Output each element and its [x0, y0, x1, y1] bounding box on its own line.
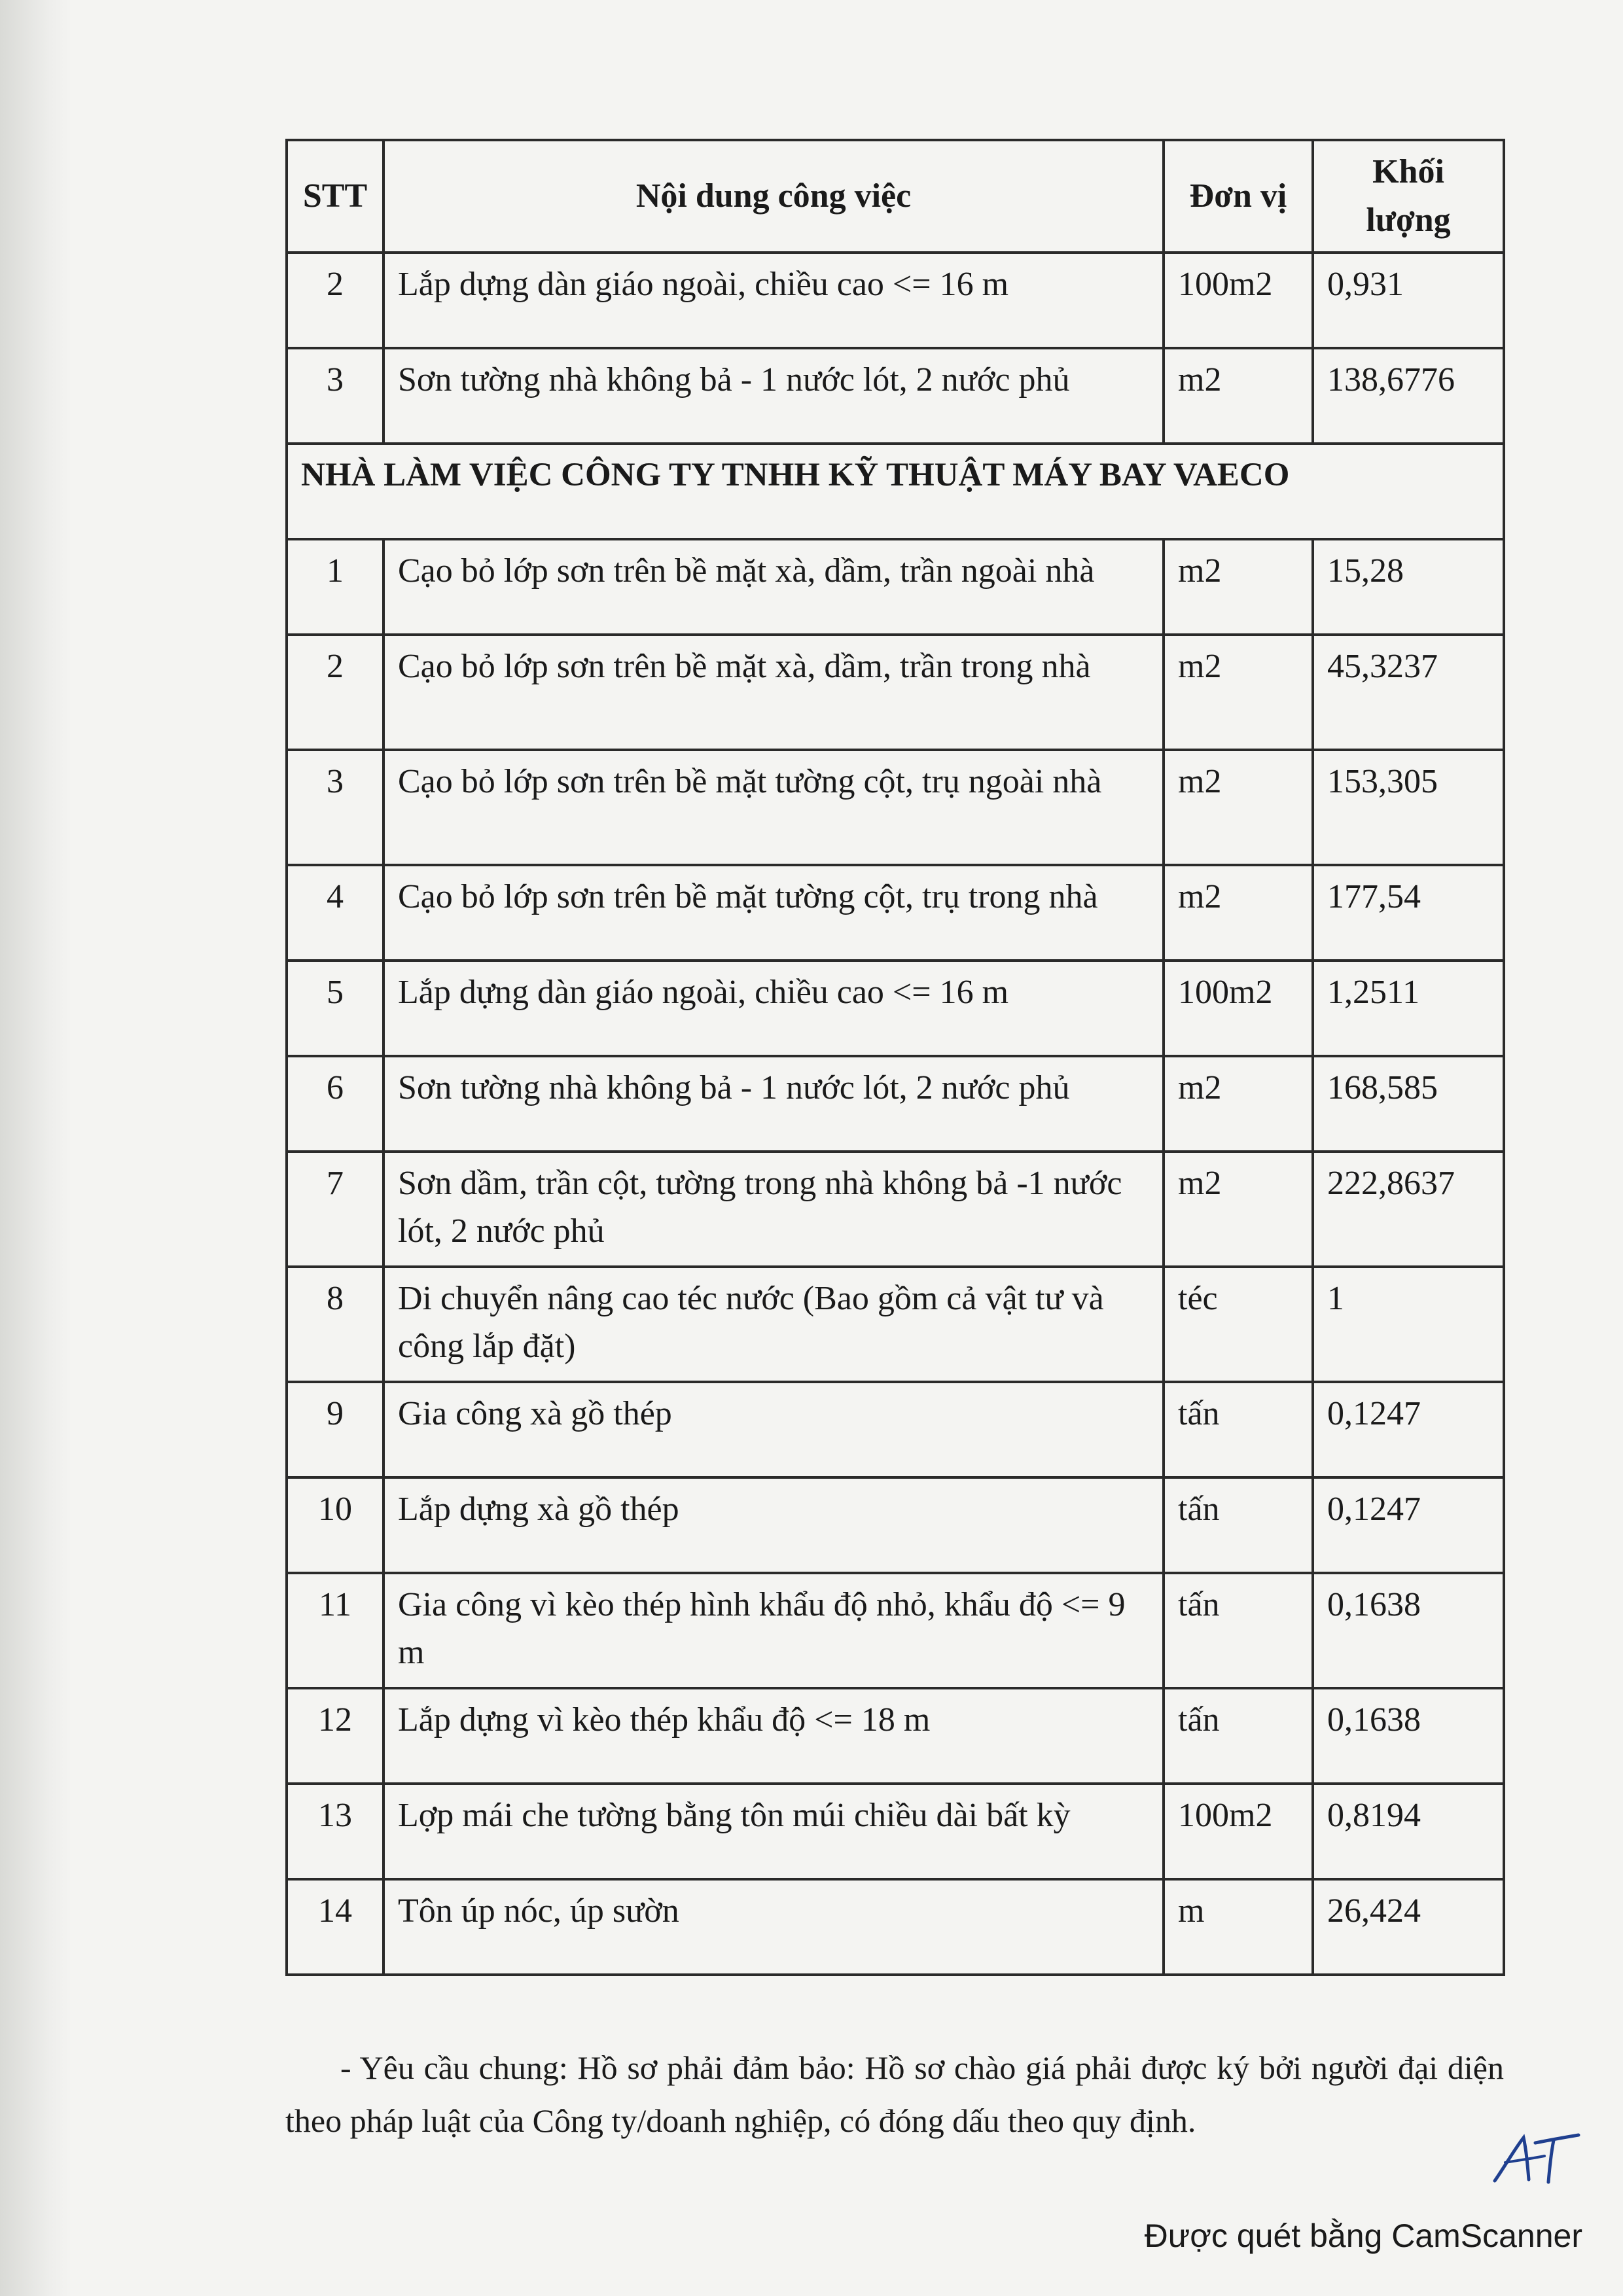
table-row [287, 1573, 1504, 1688]
cell-content: Sơn dầm, trần cột, tường trong nhà không bả -1 nước lót, 2 nước phủ [383, 1152, 1164, 1267]
table-row [287, 1382, 1504, 1477]
cell-quantity: 0,1247 [1313, 1382, 1504, 1477]
cell-content: Lắp dựng xà gồ thép [383, 1477, 1164, 1573]
cell-stt: 3 [287, 348, 383, 444]
cell-content: Gia công vì kèo thép hình khẩu độ nhỏ, khẩu độ <= 9 m [383, 1573, 1164, 1688]
scan-edge-shadow [0, 0, 72, 2296]
cell-stt: 5 [287, 961, 383, 1056]
header-quantity-line1: Khối [1372, 153, 1444, 190]
section-header-row [287, 444, 1504, 539]
cell-quantity: 0,1247 [1313, 1477, 1504, 1573]
cell-stt: 14 [287, 1879, 383, 1975]
cell-content: Cạo bỏ lớp sơn trên bề mặt xà, dầm, trần trong nhà [383, 635, 1164, 750]
cell-content: Lắp dựng dàn giáo ngoài, chiều cao <= 16 m [383, 253, 1164, 348]
table-row [287, 539, 1504, 635]
table-row [287, 253, 1504, 348]
cell-content: Gia công xà gồ thép [383, 1382, 1164, 1477]
cell-quantity: 0,1638 [1313, 1688, 1504, 1784]
header-stt: STT [287, 140, 383, 253]
cell-stt: 3 [287, 750, 383, 865]
cell-stt: 10 [287, 1477, 383, 1573]
table-row [287, 1879, 1504, 1975]
cell-content: Lợp mái che tường bằng tôn múi chiều dài bất kỳ [383, 1784, 1164, 1879]
cell-quantity: 1 [1313, 1267, 1504, 1382]
table-row [287, 1152, 1504, 1267]
cell-content: Cạo bỏ lớp sơn trên bề mặt tường cột, trụ ngoài nhà [383, 750, 1164, 865]
cell-unit: tấn [1164, 1573, 1313, 1688]
header-quantity [1313, 140, 1504, 253]
cell-quantity: 15,28 [1313, 539, 1504, 635]
cell-content: Sơn tường nhà không bả - 1 nước lót, 2 nước phủ [383, 348, 1164, 444]
cell-quantity: 153,305 [1313, 750, 1504, 865]
cell-stt: 6 [287, 1056, 383, 1152]
table-row [287, 348, 1504, 444]
cell-stt: 12 [287, 1688, 383, 1784]
handwritten-initials [1486, 2130, 1584, 2189]
cell-quantity: 168,585 [1313, 1056, 1504, 1152]
cell-stt: 2 [287, 635, 383, 750]
table-row [287, 1688, 1504, 1784]
cell-quantity: 0,931 [1313, 253, 1504, 348]
cell-content: Cạo bỏ lớp sơn trên bề mặt tường cột, trụ trong nhà [383, 865, 1164, 961]
table-row [287, 865, 1504, 961]
cell-content: Cạo bỏ lớp sơn trên bề mặt xà, dầm, trần ngoài nhà [383, 539, 1164, 635]
cell-stt: 11 [287, 1573, 383, 1688]
header-unit: Đơn vị [1164, 140, 1313, 253]
table-row [287, 1477, 1504, 1573]
cell-stt: 8 [287, 1267, 383, 1382]
section-title: NHÀ LÀM VIỆC CÔNG TY TNHH KỸ THUẬT MÁY BAY VAECO [287, 444, 1504, 539]
cell-stt: 13 [287, 1784, 383, 1879]
cell-unit: m2 [1164, 1056, 1313, 1152]
table-row [287, 961, 1504, 1056]
cell-quantity: 1,2511 [1313, 961, 1504, 1056]
table-row [287, 635, 1504, 750]
cell-unit: m2 [1164, 348, 1313, 444]
camscanner-watermark: Được quét bằng CamScanner [1144, 2217, 1582, 2254]
header-quantity-line2: lượng [1366, 201, 1451, 239]
cell-unit: m [1164, 1879, 1313, 1975]
cell-unit: m2 [1164, 865, 1313, 961]
cell-quantity: 0,1638 [1313, 1573, 1504, 1688]
header-content: Nội dung công việc [383, 140, 1164, 253]
general-requirement-note: - Yêu cầu chung: Hồ sơ phải đảm bảo: Hồ sơ chào giá phải được ký bởi người đại diện theo pháp luật của Công ty/doanh nghiệp, có đóng dấu theo quy định. [285, 2049, 1504, 2139]
cell-stt: 1 [287, 539, 383, 635]
cell-content: Di chuyển nâng cao téc nước (Bao gồm cả vật tư và công lắp đặt) [383, 1267, 1164, 1382]
cell-unit: m2 [1164, 635, 1313, 750]
table-row [287, 750, 1504, 865]
table-row [287, 1784, 1504, 1879]
cell-content: Sơn tường nhà không bả - 1 nước lót, 2 nước phủ [383, 1056, 1164, 1152]
cell-stt: 9 [287, 1382, 383, 1477]
work-items-table [285, 139, 1505, 1976]
cell-content: Lắp dựng vì kèo thép khẩu độ <= 18 m [383, 1688, 1164, 1784]
table-header-row [287, 140, 1504, 253]
table-row [287, 1056, 1504, 1152]
cell-unit: 100m2 [1164, 961, 1313, 1056]
cell-quantity: 0,8194 [1313, 1784, 1504, 1879]
cell-quantity: 138,6776 [1313, 348, 1504, 444]
cell-unit: 100m2 [1164, 253, 1313, 348]
cell-quantity: 177,54 [1313, 865, 1504, 961]
cell-unit: m2 [1164, 1152, 1313, 1267]
cell-content: Tôn úp nóc, úp sườn [383, 1879, 1164, 1975]
cell-quantity: 222,8637 [1313, 1152, 1504, 1267]
cell-quantity: 26,424 [1313, 1879, 1504, 1975]
cell-unit: tấn [1164, 1382, 1313, 1477]
cell-unit: m2 [1164, 539, 1313, 635]
cell-content: Lắp dựng dàn giáo ngoài, chiều cao <= 16 m [383, 961, 1164, 1056]
cell-stt: 4 [287, 865, 383, 961]
cell-unit: tấn [1164, 1477, 1313, 1573]
cell-stt: 2 [287, 253, 383, 348]
cell-unit: téc [1164, 1267, 1313, 1382]
cell-unit: tấn [1164, 1688, 1313, 1784]
cell-unit: m2 [1164, 750, 1313, 865]
cell-unit: 100m2 [1164, 1784, 1313, 1879]
cell-stt: 7 [287, 1152, 383, 1267]
cell-quantity: 45,3237 [1313, 635, 1504, 750]
table-row [287, 1267, 1504, 1382]
